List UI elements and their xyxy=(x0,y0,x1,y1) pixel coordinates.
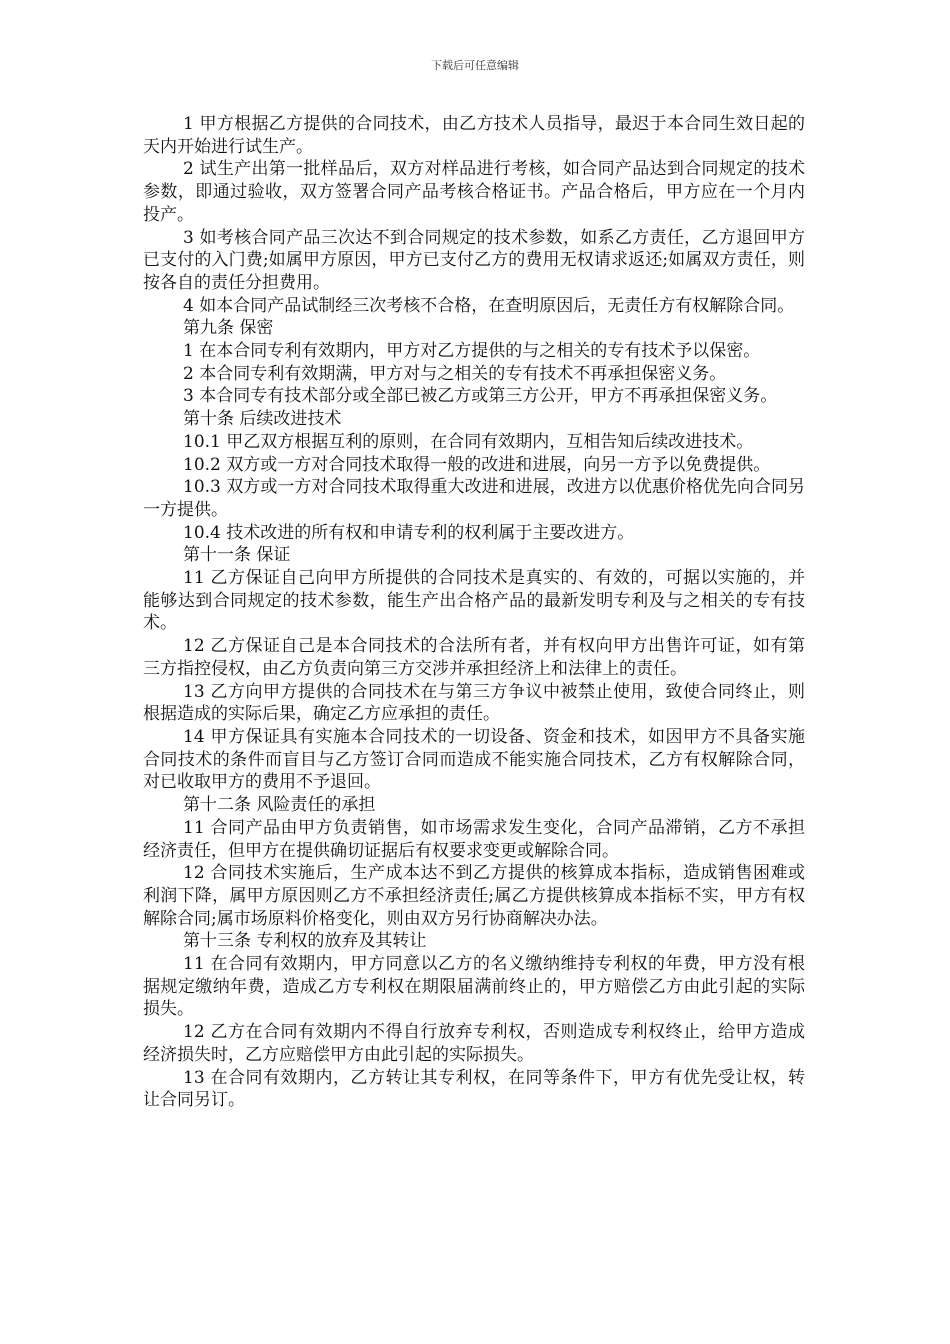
section-heading: 第十一条 保证 xyxy=(183,545,291,566)
clause-paragraph: 3 本合同专有技术部分或全部已被乙方或第三方公开，甲方不再承担保密义务。 xyxy=(183,386,778,407)
clause-paragraph: 3 如考核合同产品三次达不到合同规定的技术参数，如系乙方责任，乙方退回甲方已支付的入门费;如属甲方原因，甲方已支付乙方的费用无权请求返还;如属双方责任，则按各自的责任分担费用。 xyxy=(143,227,805,293)
section-heading: 第九条 保密 xyxy=(183,318,274,339)
section-heading: 第十二条 风险责任的承担 xyxy=(183,795,376,816)
clause-paragraph: 12 乙方保证自己是本合同技术的合法所有者，并有权向甲方出售许可证，如有第三方指控侵权，由乙方负责向第三方交涉并承担经济上和法律上的责任。 xyxy=(143,636,805,679)
clause-paragraph: 2 本合同专利有效期满，甲方对与之相关的专有技术不再承担保密义务。 xyxy=(183,363,727,384)
section-heading: 第十三条 专利权的放弃及其转让 xyxy=(183,931,427,952)
clause-paragraph: 12 合同技术实施后，生产成本达不到乙方提供的核算成本指标，造成销售困难或利润下降，属甲方原因则乙方不承担经济责任;属乙方提供核算成本指标不实，甲方有权解除合同;属市场原料价格变化，则由双方另行协商解决办法。 xyxy=(143,863,805,929)
clause-paragraph: 12 乙方在合同有效期内不得自行放弃专利权，否则造成专利权终止，给甲方造成经济损失时，乙方应赔偿甲方由此引起的实际损失。 xyxy=(143,1022,805,1065)
clause-paragraph: 14 甲方保证具有实施本合同技术的一切设备、资金和技术，如因甲方不具备实施合同技术的条件而盲目与乙方签订合同而造成不能实施合同技术，乙方有权解除合同，对已收取甲方的费用不予退回。 xyxy=(143,726,805,793)
clause-paragraph: 1 甲方根据乙方提供的合同技术，由乙方技术人员指导，最迟于本合同生效日起的天内开始进行试生产。 xyxy=(143,114,805,157)
clause-paragraph: 11 在合同有效期内，甲方同意以乙方的名义缴纳维持专利权的年费，甲方没有根据规定缴纳年费，造成乙方专利权在期限届满前终止的，甲方赔偿乙方由此引起的实际损失。 xyxy=(143,954,805,1020)
clause-paragraph: 10.2 双方或一方对合同技术取得一般的改进和进展，向另一方予以免费提供。 xyxy=(183,454,771,475)
clause-paragraph: 11 乙方保证自己向甲方所提供的合同技术是真实的、有效的，可据以实施的，并能够达到合同规定的技术参数，能生产出合格产品的最新发明专利及与之相关的专有技术。 xyxy=(143,568,805,634)
clause-paragraph: 10.1 甲乙双方根据互利的原则，在合同有效期内，互相告知后续改进技术。 xyxy=(183,431,754,452)
clause-paragraph: 13 在合同有效期内，乙方转让其专利权，在同等条件下，甲方有优先受让权，转让合同另订。 xyxy=(143,1067,805,1111)
clause-paragraph: 1 在本合同专利有效期内，甲方对乙方提供的与之相关的专有技术予以保密。 xyxy=(183,341,761,362)
clause-paragraph: 4 如本合同产品试制经三次考核不合格，在查明原因后，无责任方有权解除合同。 xyxy=(183,295,795,316)
page-header: 下载后可任意编辑 xyxy=(431,59,519,72)
clause-paragraph: 13 乙方向甲方提供的合同技术在与第三方争议中被禁止使用，致使合同终止，则根据造成的实际后果，确定乙方应承担的责任。 xyxy=(143,681,805,725)
clause-paragraph: 10.4 技术改进的所有权和申请专利的权利属于主要改进方。 xyxy=(183,522,635,543)
document-body xyxy=(143,113,805,1112)
clause-paragraph: 11 合同产品由甲方负责销售，如市场需求发生变化，合同产品滞销，乙方不承担经济责任，但甲方在提供确切证据后有权要求变更或解除合同。 xyxy=(143,817,805,861)
section-heading: 第十条 后续改进技术 xyxy=(183,409,342,430)
clause-paragraph: 10.3 双方或一方对合同技术取得重大改进和进展，改进方以优惠价格优先向合同另一方提供。 xyxy=(143,477,805,520)
clause-paragraph: 2 试生产出第一批样品后，双方对样品进行考核，如合同产品达到合同规定的技术参数，即通过验收，双方签署合同产品考核合格证书。产品合格后，甲方应在一个月内投产。 xyxy=(143,159,805,225)
